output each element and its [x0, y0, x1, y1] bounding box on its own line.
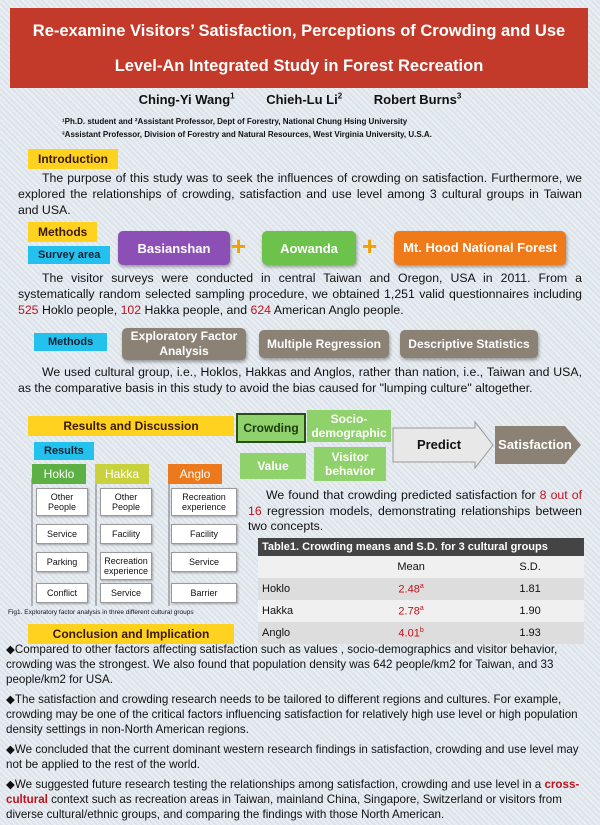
factor-cell: Service	[171, 552, 237, 572]
bullet-3: ◆We concluded that the current dominant western research findings in satisfaction, crowding and use level may not be applied to the rest of the world.	[6, 743, 579, 771]
methods-text: The visitor surveys were conducted in central Taiwan and Oregon, USA in 2011. From a systematically random selected sampling procedure, we obtained 1,251 valid questionnaires including 525 Hoklo people, 102 Hakka people, and 624 American Anglo people.	[18, 271, 582, 317]
n-hakka: 102	[120, 303, 142, 317]
bullet-1: ◆Compared to other factors affecting satisfaction such as values , socio-demographics and visitor behavior, crowding was the strongest. We also found that population density was 642 people/km2 for Taiwan, and 33 people/km2 for USA.	[6, 643, 558, 686]
methods-text-2: We used cultural group, i.e., Hoklos, Hakkas and Anglos, rather than nation, i.e., Taiwan and USA, as the comparative basis in this study to avoid the bias caused for "lumping culture" altogether.	[18, 365, 582, 395]
factor-cell: Other People	[100, 488, 152, 516]
author-2: Chieh-Lu Li$^2$	[266, 92, 343, 108]
analysis-descriptive: Descriptive Statistics	[400, 330, 538, 358]
group-anglo: Anglo	[168, 464, 222, 484]
methods-label: Methods	[34, 333, 107, 351]
factor-cell: Recreation experience	[171, 488, 237, 516]
factor-cell: Recreation experience	[100, 552, 152, 580]
affiliations	[62, 115, 432, 141]
bullet-4: ◆We suggested future research testing the relationships among satisfaction, crowding and use level in a cross-cultural context such as recreation areas in Taiwan, mainland China, Singapore, Switzerland or visitors from diverse cultural/ethnic groups, and comparing the findings with those North American.	[6, 778, 580, 821]
methods-heading: Methods	[28, 222, 97, 242]
results-sub-label: Results	[34, 442, 94, 460]
analysis-efa: Exploratory Factor Analysis	[122, 328, 246, 360]
results-heading: Results and Discussion	[28, 416, 234, 436]
table-row: Hoklo 2.48$^a$ 1.81	[258, 578, 584, 600]
factor-cell: Parking	[36, 552, 88, 572]
factor-cell: Conflict	[36, 583, 88, 603]
survey-area-label: Survey area	[28, 246, 110, 264]
predictor-value: Value	[240, 453, 306, 479]
factor-cell: Service	[36, 524, 88, 544]
table-row: Anglo 4.01$^b$ 1.93	[258, 622, 584, 644]
factor-cell: Barrier	[171, 583, 237, 603]
bullet-2: ◆The satisfaction and crowding research needs to be tailored to different regions and cultures. For example, crowding may be one of the critical factors influencing satisfaction for relatively high use level or high population density settings in non-North American regions.	[6, 693, 578, 736]
group-hakka: Hakka	[95, 464, 149, 484]
group-hoklo: Hoklo	[32, 464, 86, 484]
authors	[0, 92, 600, 107]
satisfaction-box: Satisfaction	[498, 437, 572, 452]
affiliation-line-2: ³Assistant Professor, Division of Forestry and Natural Resources, West Virginia University, U.S.A.	[62, 130, 432, 139]
affiliation-line-1: ¹Ph.D. student and ²Assistant Professor, Dept of Forestry, National Chung Hsing University	[62, 117, 408, 126]
title-line-1: Re-examine Visitors’ Satisfaction, Perceptions of Crowding and Use	[32, 22, 566, 40]
factor-cell: Facility	[100, 524, 152, 544]
table-row: Hakka 2.78$^a$ 1.90	[258, 600, 584, 622]
table-title: Table1. Crowding means and S.D. for 3 cultural groups	[258, 538, 584, 556]
area-mt-hood: Mt. Hood National Forest	[394, 231, 566, 265]
introduction-heading: Introduction	[28, 149, 118, 169]
plus-icon: +	[231, 231, 247, 261]
factor-cell: Facility	[171, 524, 237, 544]
factor-cell: Service	[100, 583, 152, 603]
introduction-text: The purpose of this study was to seek the influences of crowding on satisfaction. Furthermore, we explored the relationships of crowding, satisfaction and use level among 3 cultural groups in Taiwan and USA.	[18, 171, 582, 217]
factor-cell: Other People	[36, 488, 88, 516]
n-hoklo: 525	[18, 303, 39, 317]
conclusion-bullets	[6, 642, 586, 822]
table-header-row: Mean S.D.	[258, 556, 584, 578]
predictor-visitor-behavior: Visitor behavior	[314, 447, 386, 481]
area-aowanda: Aowanda	[262, 231, 356, 265]
n-anglo: 624	[250, 303, 272, 317]
author-3: Robert Burns$^3$	[373, 92, 462, 108]
analysis-regression: Multiple Regression	[259, 330, 389, 358]
title-banner	[10, 8, 588, 88]
finding-text: We found that crowding predicted satisfaction for 8 out of 16 regression models, demonstrating relationships between two concepts.	[248, 488, 582, 533]
finding-count: 8 out of 16	[248, 488, 582, 518]
plus-icon: +	[362, 231, 378, 261]
predictor-socio-demographic: Socio-demographic	[307, 410, 391, 442]
title-line-2: Level-An Integrated Study in Forest Recreation	[114, 57, 484, 75]
predictor-crowding: Crowding	[236, 413, 306, 443]
predict-label: Predict	[416, 437, 462, 452]
author-1: Ching-Yi Wang$^1$	[138, 92, 235, 108]
area-basianshan: Basianshan	[118, 231, 230, 265]
figure-caption: Fig1. Exploratory factor analysis in three different cultural groups	[8, 609, 194, 616]
crowding-table	[258, 538, 584, 644]
conclusion-heading: Conclusion and Implication	[28, 624, 234, 644]
